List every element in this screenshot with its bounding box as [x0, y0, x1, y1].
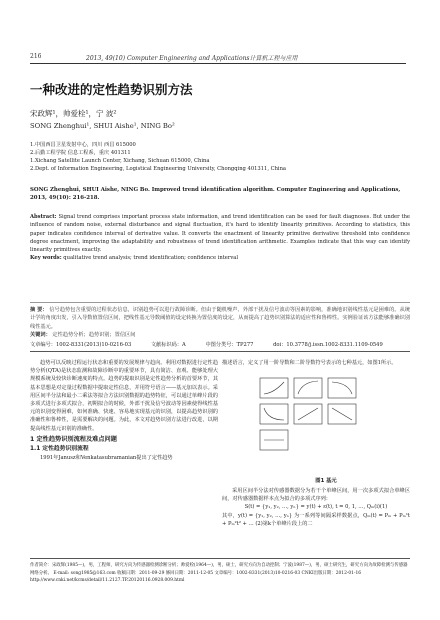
abstract-english	[30, 213, 410, 263]
authors-english: SONG Zhenghui¹, SHUI Aishe¹, NING Bo²	[30, 122, 175, 130]
affiliation-line: 2.Dept. of Information Engineering, Logistical Engineering University, Chongqing 401311, China	[30, 166, 287, 172]
document-identifiers	[30, 341, 410, 352]
primitive-curve	[332, 408, 352, 420]
body-paragraph: 其中，y(t) = {y₁, y₂, …, yₙ} 为一系列等间隔采样数据点，Qₘ(t) = Pₘ + Pₘ¹t + Pₘ²t² + … (2)第k个单峰片段上的二	[222, 512, 410, 527]
abstract-label: Abstract:	[30, 214, 57, 220]
primitives-figure	[258, 376, 388, 476]
page-number: 216	[30, 53, 42, 60]
primitive-curve	[264, 408, 284, 420]
abstract-text: Signal trend comprises important process state information, and trend identification can be used for fault diagnoses. But under the influence of random noise, external disturbance and signal fluctuation, it's hard to identify linearity primitives. According to statistics, this paper indicates confidence interval of derivative value. It converts the enactment of linearity primitive derivative threshold into confidence degree enactment, improving the adaptability and robustness of trend identification arithmetic. Examples indicate that this way can identify linearity primitives exactly.	[30, 214, 411, 254]
journal-name: 2013, 49(10) Computer Engineering and Applications计算机工程与应用	[86, 55, 298, 62]
keywords-cn-text: 定性趋势分析；趋势识别；置信区间	[52, 331, 136, 338]
body-paragraph: 描述语言，定义了用一阶导数和二阶导数符号表示的七种基元，如图1所示。	[222, 360, 397, 366]
authors-chinese: 宋政辉¹，帅爱栓¹，宁 波²	[30, 109, 117, 118]
abstract-chinese	[30, 302, 410, 339]
equation-1: S(t) = {y₁, y₂, …, yₙ} = y(t) + ε(t), t = 0, 1, …, Qₘ(i)(1)	[244, 504, 388, 511]
primitive-box	[260, 378, 288, 398]
subsection-heading: 1.1 定性趋势识别流程	[30, 446, 89, 453]
paper-title: 一种改进的定性趋势识别方法	[30, 82, 193, 97]
document-code: 文献标识码：A	[150, 342, 186, 348]
primitive-curve	[264, 382, 284, 394]
footnote: 作者简介：宋政辉(1985—)，男，工程师，研究方向为传感器检测诊断分析；帅爱栓(1964—)，男，硕士，研究方向为自动控制；宁波(1987—)，男，硕士研究生，研究方向为故障检测与传感器网络分析。 E-mail: song1985@163.com 收稿日期：2011-09-29 修回日期：2011-12-05 文章编号：1002-8331(2013)10-0216-03 CNKI出版日期：2012-01-16 http://www.cnki.net/kcms/detail/11.2127.TP.20120116.0928.009.html	[30, 558, 410, 585]
figure-caption: 图1 基元	[315, 478, 337, 484]
primitive-box	[328, 378, 356, 398]
keywords-label: Key words:	[30, 255, 62, 262]
primitive-curve	[332, 382, 352, 394]
primitive-curve	[298, 408, 318, 420]
right-column-top	[222, 359, 410, 367]
citation-line: SONG Zhenghui, SHUI Aishe, NING Bo. Improved trend identification algorithm. Computer Engineering and Applications, 2013, 49(10): 216-218.	[30, 187, 401, 202]
running-header	[30, 53, 406, 64]
affiliation-line: 1.Xichang Satellite Launch Center, Xichang, Sichuan 615000, China	[30, 158, 210, 164]
body-paragraph: 采用区间半分法对传感器数据分为若干个单峰区间，用一次多项式拟合单峰区间，对传感器数据样本点为拟合的多项式序列：	[222, 488, 410, 503]
classification-number: 中图分类号：TP277	[205, 342, 254, 348]
affiliation-line: 2.后勤工程学院 信息工程系，重庆 401311	[30, 150, 131, 156]
section-heading: 1 定性趋势识别流程及难点问题	[30, 435, 117, 443]
intro-paragraph: 趋势可以反映过程运行状态和重要的发展规律与趋向。利用对数据进行定性趋势分析(QTA)是状态监测和故障诊断中的重要环节，具有简洁、直观、能够处理大规模系统及较快诊断速度的特点。趋势的提取识别是定性趋势分析的首要环节，其基本思想是对定量过程数据中提取定性信息，并用符号语言——基元加以表示。采用区间半分法和最小二乘法等拟合方法识别数据的趋势特征，可以通过单峰片段的多项式进行多项式拟合，初期拟合的时候，外部干扰及信号波动等因素使得线性基元的识别变得困难，如何准确、快速、容易地实现基元的识别，以提高趋势识别的准确性和鲁棒性，是需要解决的问题。为此，本文对趋势识别方法进行改进，以期提高线性基元识别的准确性。	[30, 360, 218, 432]
body-paragraph: 1991年Janusz和Venkatasubramanian提出了定性趋势	[40, 455, 173, 462]
affiliation-line: 1.中国西昌卫星发射中心，四川 西昌 615000	[30, 142, 136, 148]
primitive-box	[260, 404, 288, 424]
abstract-cn-text: 信号趋势包含重要的过程状态信息，识别趋势可以进行故障诊断。但由于随机噪声、外部干扰及信号波动等因素的影响，准确地识别线性基元是困难的。从统计学的角度出发，引入导数值置信区间，把线性基元导数阈值的设定转换为置信度的设定，从而提高了趋势识别算法的适应性和鲁棒性。实例验证该方法能够准确识别线性基元。	[30, 307, 410, 330]
affiliations	[30, 141, 286, 173]
keywords-text: qualitative trend analysis; trend identification; confidence interval	[63, 255, 239, 262]
left-column	[30, 359, 218, 462]
article-number: 文章编号：1002-8331(2013)10-0216-03	[30, 342, 132, 348]
keywords-cn-label: 关键词：	[30, 331, 51, 338]
abstract-cn-label: 摘 要：	[30, 307, 48, 313]
doi: doi：10.3778/j.issn.1002-8331.1109-0549	[273, 342, 383, 348]
right-column-bottom	[222, 487, 410, 528]
primitive-curve	[298, 381, 318, 394]
